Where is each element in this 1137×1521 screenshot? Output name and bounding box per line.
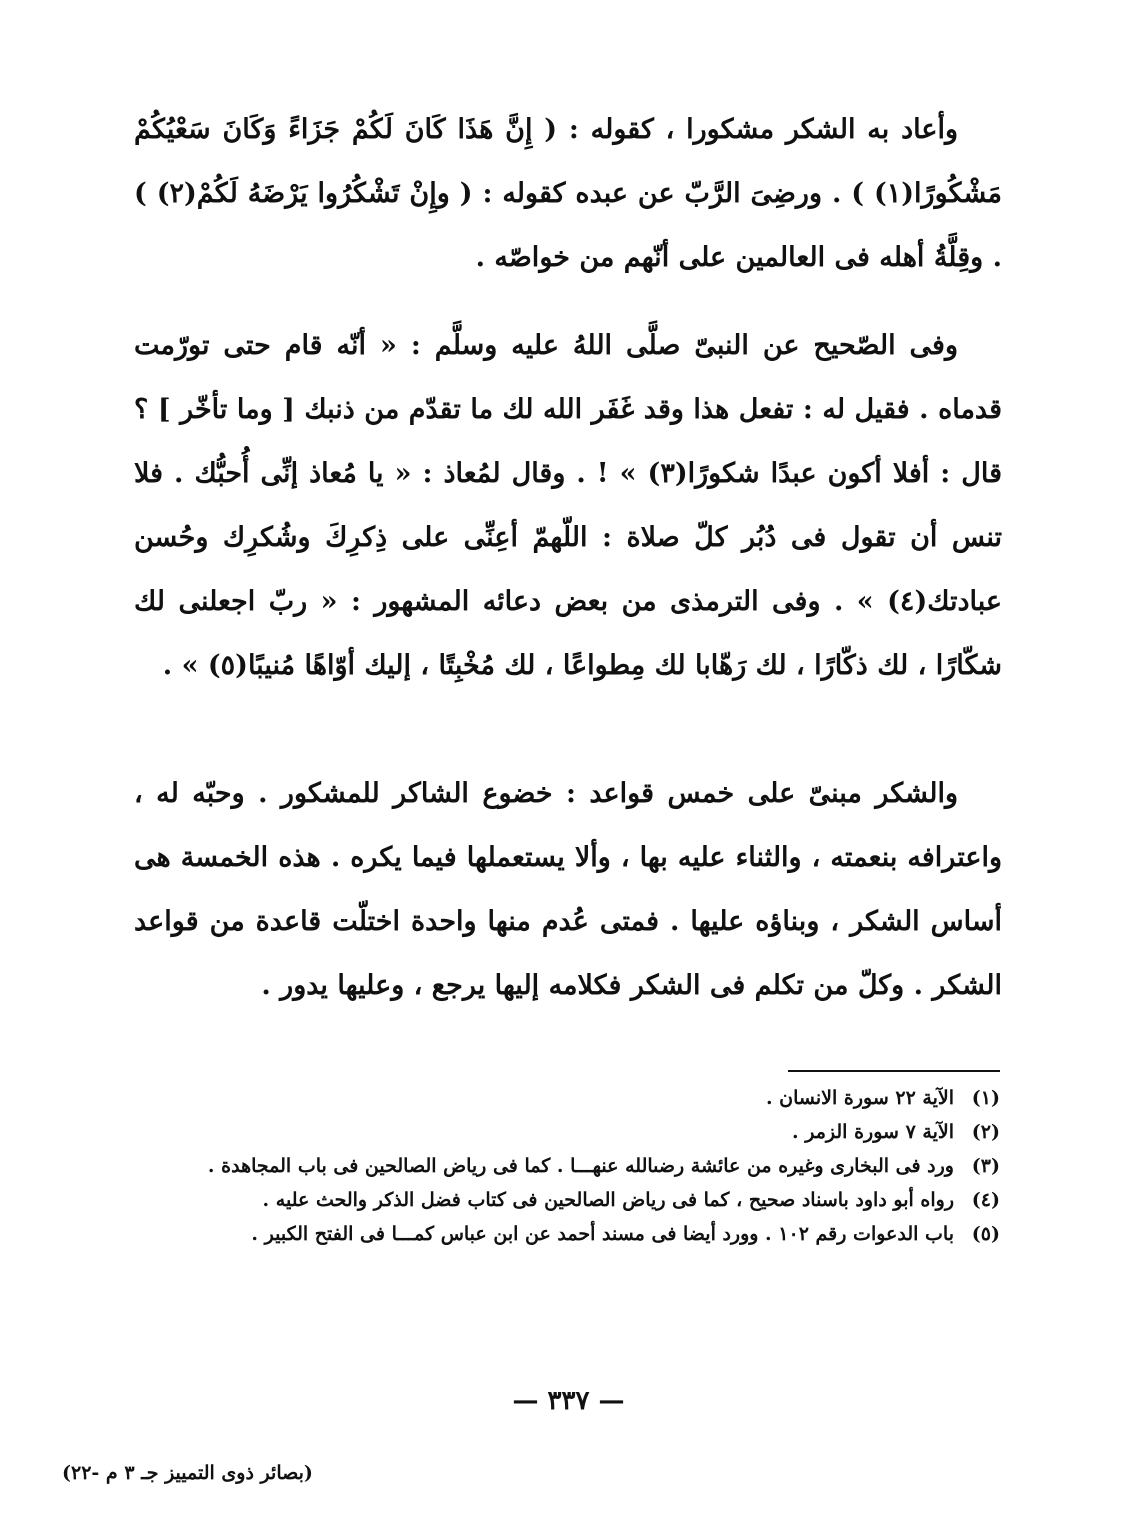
footnote-text: باب الدعوات رقم ١٠٢ . وورد أيضا فى مسند أحمد عن ابن عباس كمـــا فى الفتح الكبير . <box>251 1223 954 1245</box>
footnote-1 <box>134 1082 1000 1114</box>
footnote-3 <box>134 1150 1000 1182</box>
footnote-divider <box>788 1070 1000 1072</box>
footnotes-list <box>134 1082 1000 1250</box>
footnote-number: (٤) <box>971 1189 1000 1211</box>
footnote-number: (٢) <box>971 1121 1000 1143</box>
printer-signature: (بصائر ذوى التمييز جـ ٣ م -٢٢) <box>62 1462 313 1484</box>
paragraph-3: والشكر مبنىّ على خمس قواعد : خضوع الشاكر للمشكور . وحبّه له ، واعترافه بنعمته ، والثناء عليه بها ، وألا يستعملها فيما يكره . هذه الخمسة هى أساس الشكر ، وبناؤه عليها . فمتى عُدم منها واحدة اختلّت قاعدة من قواعد الشكر . وكلّ من تكلم فى الشكر فكلامه إليها يرجع ، وعليها يدور . <box>134 778 1002 1001</box>
footnote-2 <box>134 1116 1000 1148</box>
page-number: — ٣٣٧ — <box>512 1386 625 1416</box>
footnote-number: (٣) <box>971 1155 1000 1177</box>
footnote-5 <box>134 1218 1000 1250</box>
footnote-text: رواه أبو داود باسناد صحيح ، كما فى رياض الصالحين فى كتاب فضل الذكر والحث عليه . <box>262 1189 954 1211</box>
footnote-number: (٥) <box>971 1223 1000 1245</box>
footnote-4 <box>134 1184 1000 1216</box>
footnote-text: الآية ٢٢ سورة الانسان . <box>765 1087 954 1109</box>
footnote-text: ورد فى البخارى وغيره من عائشة رضىالله عنهـــا . كما فى رياض الصالحين فى باب المجاهدة . <box>207 1155 954 1177</box>
paragraph-1: وأعاد به الشكر مشكورا ، كقوله : ( إِنَّ هَذَا كَانَ لَكُمْ جَزَاءً وَكَانَ سَعْيُكُمْ مَشْكُورًا(١) ) . ورضِىَ الرَّبّ عن عبده كقوله : ( وإِنْ تَشْكُرُوا يَرْضَهُ لَكُمْ(٢) ) . وقِلَّةُ أهله فى العالمين على أنّهم من خواصّه . <box>134 114 1002 273</box>
footnote-text: الآية ٧ سورة الزمر . <box>792 1121 954 1143</box>
paragraph-2: وفى الصّحيح عن النبىّ صلَّى اللهُ عليه وسلَّم : « أنّه قام حتى تورّمت قدماه . فقيل له : تفعل هذا وقد غَفَر الله لك ما تقدّم من ذنبك [ وما تأخّر ] ؟ قال : أفلا أكون عبدًا شكورًا(٣) » ! . وقال لمُعاذ : « يا مُعاذ إنِّى أُحبُّك . فلا تنس أن تقول فى دُبُر كلّ صلاة : اللّهمّ أعِنِّى على ذِكرِكَ وشُكرِك وحُسن عبادتك(٤) » . وفى الترمذى من بعض دعائه المشهور : « ربّ اجعلنى لك شكّارًا ، لك ذكّارًا ، لك رَهّابا لك مِطواعًا ، لك مُخْبِتًا ، إليك أوّاهًا مُنيبًا(٥) » . <box>134 330 1002 681</box>
footnote-number: (١) <box>971 1087 1000 1109</box>
